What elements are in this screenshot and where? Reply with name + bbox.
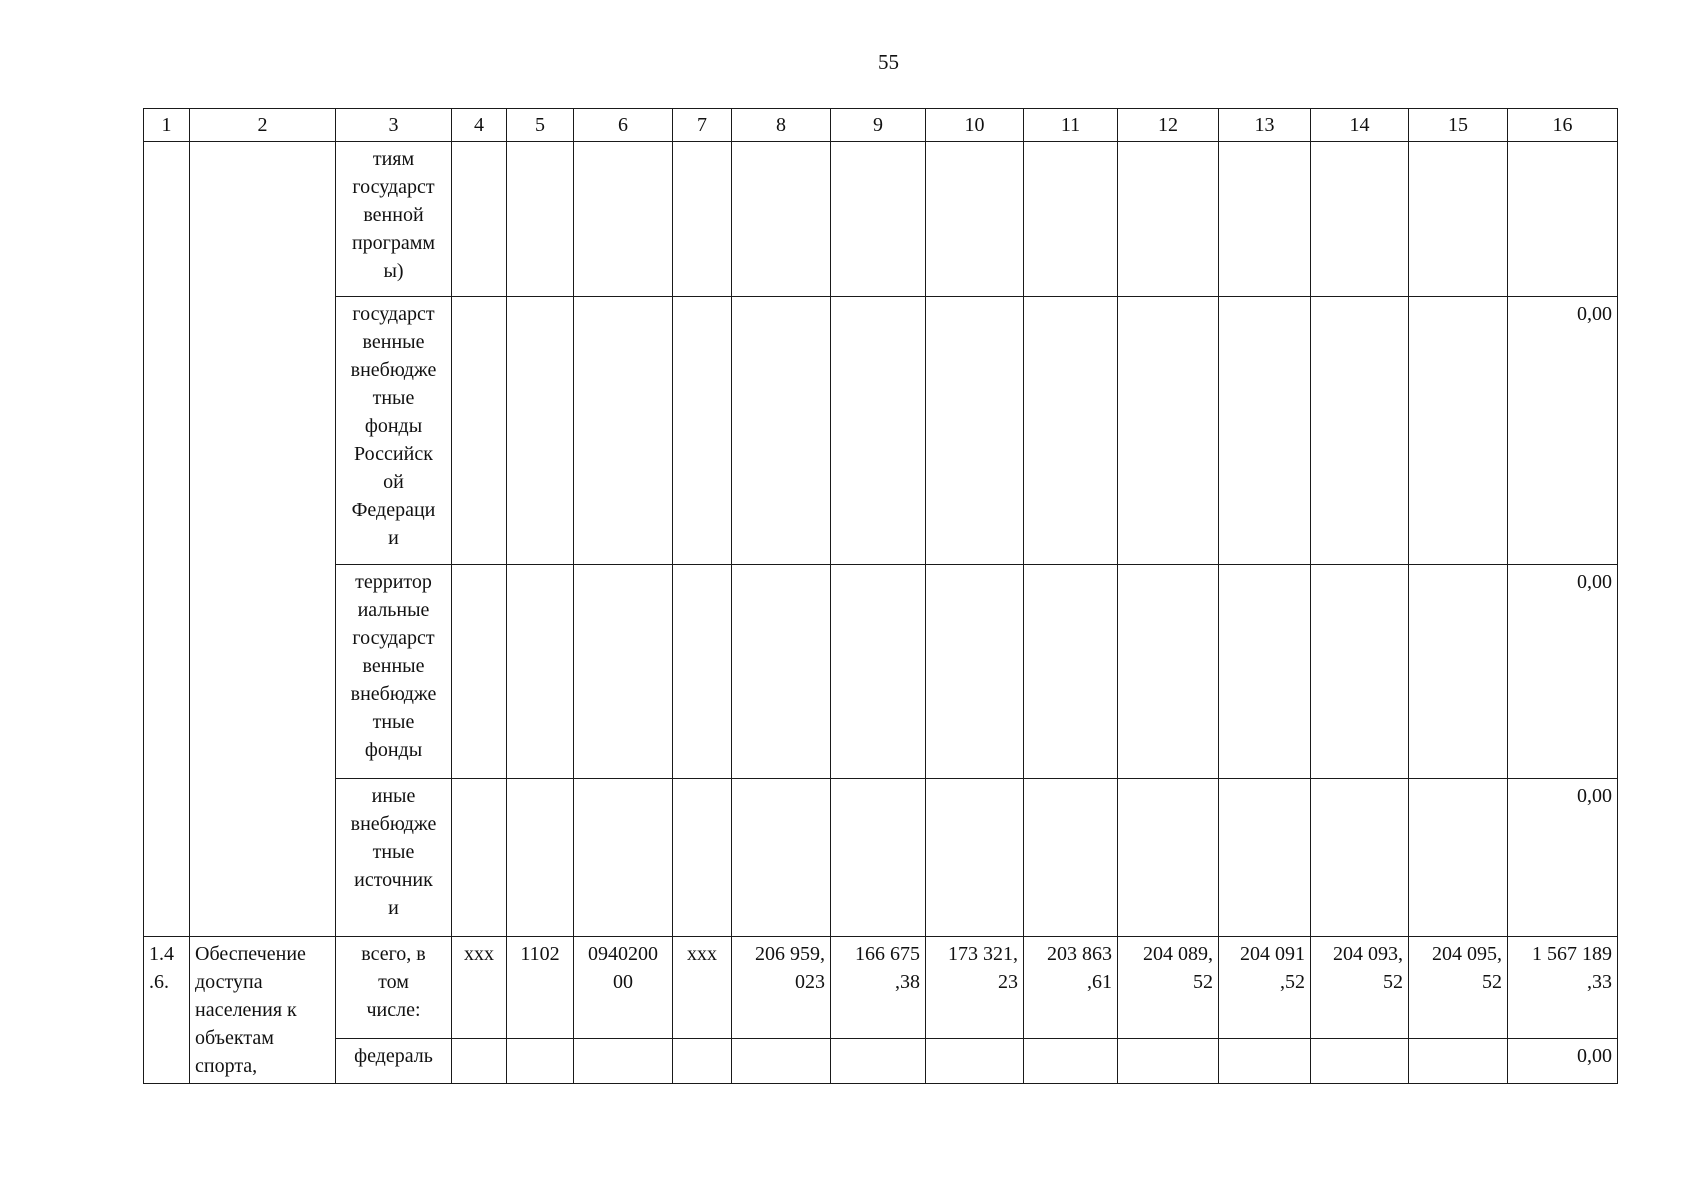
header-cell: 4	[452, 109, 507, 142]
header-cell: 11	[1024, 109, 1118, 142]
line: государст	[352, 303, 435, 325]
line: 0940200	[588, 943, 658, 965]
header-cell: 9	[831, 109, 926, 142]
table-row	[144, 937, 1618, 1039]
line: 00	[613, 971, 633, 993]
line: тиям	[372, 148, 415, 170]
line: ,33	[1587, 971, 1612, 993]
table-row	[144, 779, 1618, 937]
line: 1.4	[149, 943, 174, 965]
header-cell: 10	[926, 109, 1024, 142]
line: ой	[383, 471, 404, 493]
line: территор	[355, 571, 432, 593]
line: тные	[372, 387, 415, 409]
header-cell: 14	[1311, 109, 1409, 142]
line: источник	[354, 869, 433, 891]
header-cell: 7	[673, 109, 732, 142]
line: 206 959,	[755, 943, 825, 965]
source-cell: федераль	[336, 1039, 452, 1084]
source-cell	[336, 565, 452, 779]
line: тные	[372, 711, 415, 733]
line: государст	[352, 627, 435, 649]
line: всего, в	[361, 943, 426, 965]
amount-cell	[1409, 937, 1508, 1039]
line: венные	[362, 655, 425, 677]
table-row	[144, 1039, 1618, 1084]
amount-cell	[1311, 937, 1409, 1039]
line: спорта,	[195, 1055, 258, 1077]
total-cell	[1508, 142, 1618, 297]
budget-table	[143, 108, 1618, 1084]
line: 204 089,	[1143, 943, 1213, 965]
line: внебюдже	[350, 813, 437, 835]
total-cell: 0,00	[1508, 1039, 1618, 1084]
line: венной	[363, 204, 424, 226]
line: 52	[1482, 971, 1502, 993]
line: 204 095,	[1432, 943, 1502, 965]
amount-cell	[1024, 937, 1118, 1039]
line: 173 321,	[948, 943, 1018, 965]
header-cell: 13	[1219, 109, 1311, 142]
header-cell: 5	[507, 109, 574, 142]
page-number: 55	[878, 50, 899, 74]
code-cell: 1102	[507, 937, 574, 1039]
total-cell: 0,00	[1508, 779, 1618, 937]
line: иальные	[357, 599, 430, 621]
line: внебюдже	[350, 683, 437, 705]
header-cell: 1	[144, 109, 190, 142]
line: государст	[352, 176, 435, 198]
line: 203 863	[1047, 943, 1112, 965]
item-number-cell	[144, 937, 190, 1084]
code-cell: ххх	[673, 937, 732, 1039]
source-cell	[336, 297, 452, 565]
amount-cell	[1219, 937, 1311, 1039]
line: 204 091	[1240, 943, 1305, 965]
header-cell: 12	[1118, 109, 1219, 142]
line: 023	[795, 971, 825, 993]
source-cell	[336, 779, 452, 937]
line: 23	[998, 971, 1018, 993]
header-cell: 16	[1508, 109, 1618, 142]
total-cell: 0,00	[1508, 565, 1618, 779]
line: Российск	[354, 443, 433, 465]
line: 52	[1383, 971, 1403, 993]
line: ы)	[383, 260, 404, 282]
line: том	[378, 971, 409, 993]
line: 1 567 189	[1532, 943, 1612, 965]
source-cell	[336, 937, 452, 1039]
line: фонды	[364, 415, 423, 437]
amount-cell	[831, 937, 926, 1039]
empty-cell	[190, 142, 336, 937]
line: Обеспечение	[195, 943, 306, 965]
total-cell: 0,00	[1508, 297, 1618, 565]
line: ,38	[895, 971, 920, 993]
amount-cell	[732, 937, 831, 1039]
table-row	[144, 297, 1618, 565]
header-row	[144, 109, 1618, 142]
line: 166 675	[855, 943, 920, 965]
line: числе:	[366, 999, 421, 1021]
code-cell	[574, 937, 673, 1039]
line: населения к	[195, 999, 297, 1021]
code-cell: ххх	[452, 937, 507, 1039]
line: ,61	[1087, 971, 1112, 993]
line: доступа	[195, 971, 263, 993]
header-cell: 6	[574, 109, 673, 142]
line: объектам	[195, 1027, 274, 1049]
item-name-cell	[190, 937, 336, 1084]
header-cell: 8	[732, 109, 831, 142]
line: и	[388, 897, 399, 919]
source-cell	[336, 142, 452, 297]
line: 204 093,	[1333, 943, 1403, 965]
total-cell	[1508, 937, 1618, 1039]
table-row	[144, 565, 1618, 779]
line: .6.	[149, 971, 169, 993]
line: тные	[372, 841, 415, 863]
header-cell: 15	[1409, 109, 1508, 142]
line: и	[388, 527, 399, 549]
amount-cell	[926, 937, 1024, 1039]
header-cell: 2	[190, 109, 336, 142]
line: внебюдже	[350, 359, 437, 381]
line: программ	[351, 232, 436, 254]
line: иные	[371, 785, 416, 807]
line: 52	[1193, 971, 1213, 993]
line: фонды	[364, 739, 423, 761]
line: венные	[362, 331, 425, 353]
empty-cell	[144, 142, 190, 937]
header-cell: 3	[336, 109, 452, 142]
table-row	[144, 142, 1618, 297]
line: Федераци	[351, 499, 436, 521]
amount-cell	[1118, 937, 1219, 1039]
line: ,52	[1280, 971, 1305, 993]
